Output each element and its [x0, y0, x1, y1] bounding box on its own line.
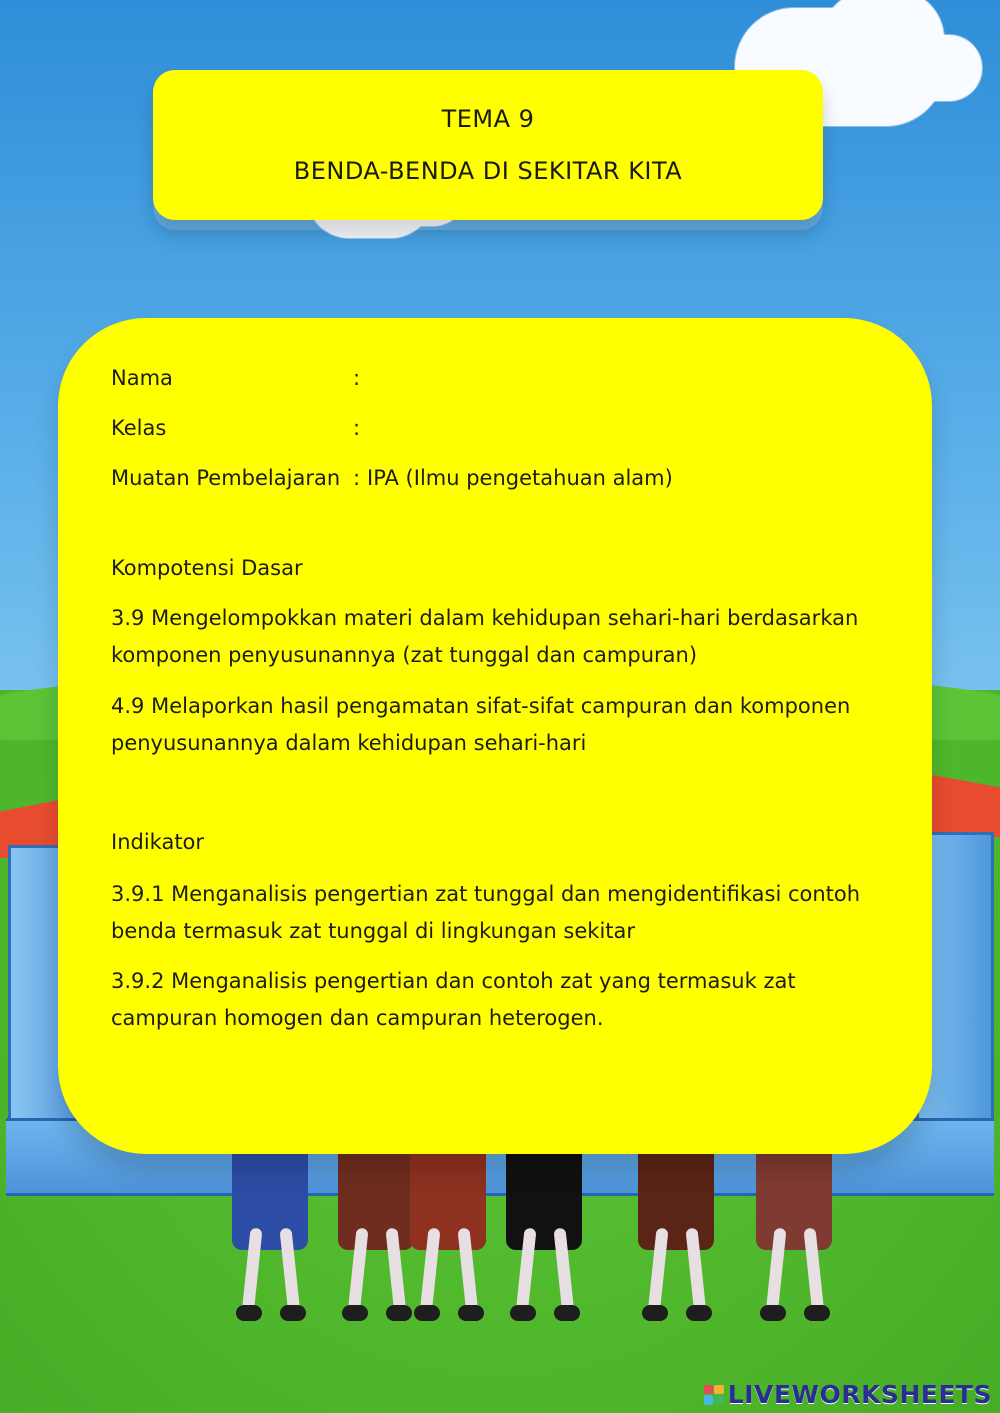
kompetensi-title: Kompotensi Dasar [111, 556, 303, 580]
nama-label: Nama [111, 366, 173, 390]
indikator-item-1: 3.9.1 Menganalisis pengertian zat tunggal dan mengidentifikasi contoh benda termasuk zat tunggal di lingkungan sekitar [111, 882, 861, 944]
kelas-label: Kelas [111, 416, 167, 440]
indikator-item-2: 3.9.2 Menganalisis pengertian dan contoh zat yang termasuk zat campuran homogen dan campuran heterogen. [111, 969, 796, 1031]
theme-header-card [153, 70, 823, 220]
liveworksheets-logo-text: LIVEWORKSHEETS [727, 1380, 992, 1409]
nama-row [111, 364, 367, 394]
liveworksheets-logo [704, 1380, 992, 1409]
muatan-row [111, 464, 673, 494]
indikator-title: Indikator [111, 830, 205, 854]
muatan-separator: : [353, 466, 361, 490]
cloud-top-right-puff-2 [880, 35, 982, 101]
muatan-value: IPA (Ilmu pengetahuan alam) [367, 466, 673, 490]
nama-separator: : [353, 366, 361, 390]
theme-title: BENDA-BENDA DI SEKITAR KITA [293, 157, 683, 185]
muatan-label: Muatan Pembelajaran [111, 466, 341, 490]
liveworksheets-logo-icon [704, 1385, 724, 1405]
kompetensi-item-1: 3.9 Mengelompokkan materi dalam kehidupan sehari-hari berdasarkan komponen penyusunannya (zat tunggal dan campuran) [111, 606, 859, 668]
kelas-row [111, 414, 367, 444]
learning-info-card [58, 318, 932, 1154]
kompetensi-item-2: 4.9 Melaporkan hasil pengamatan sifat-sifat campuran dan komponen penyusunannya dalam kehidupan sehari-hari [111, 694, 851, 756]
kelas-separator: : [353, 416, 361, 440]
theme-number: TEMA 9 [441, 105, 535, 133]
